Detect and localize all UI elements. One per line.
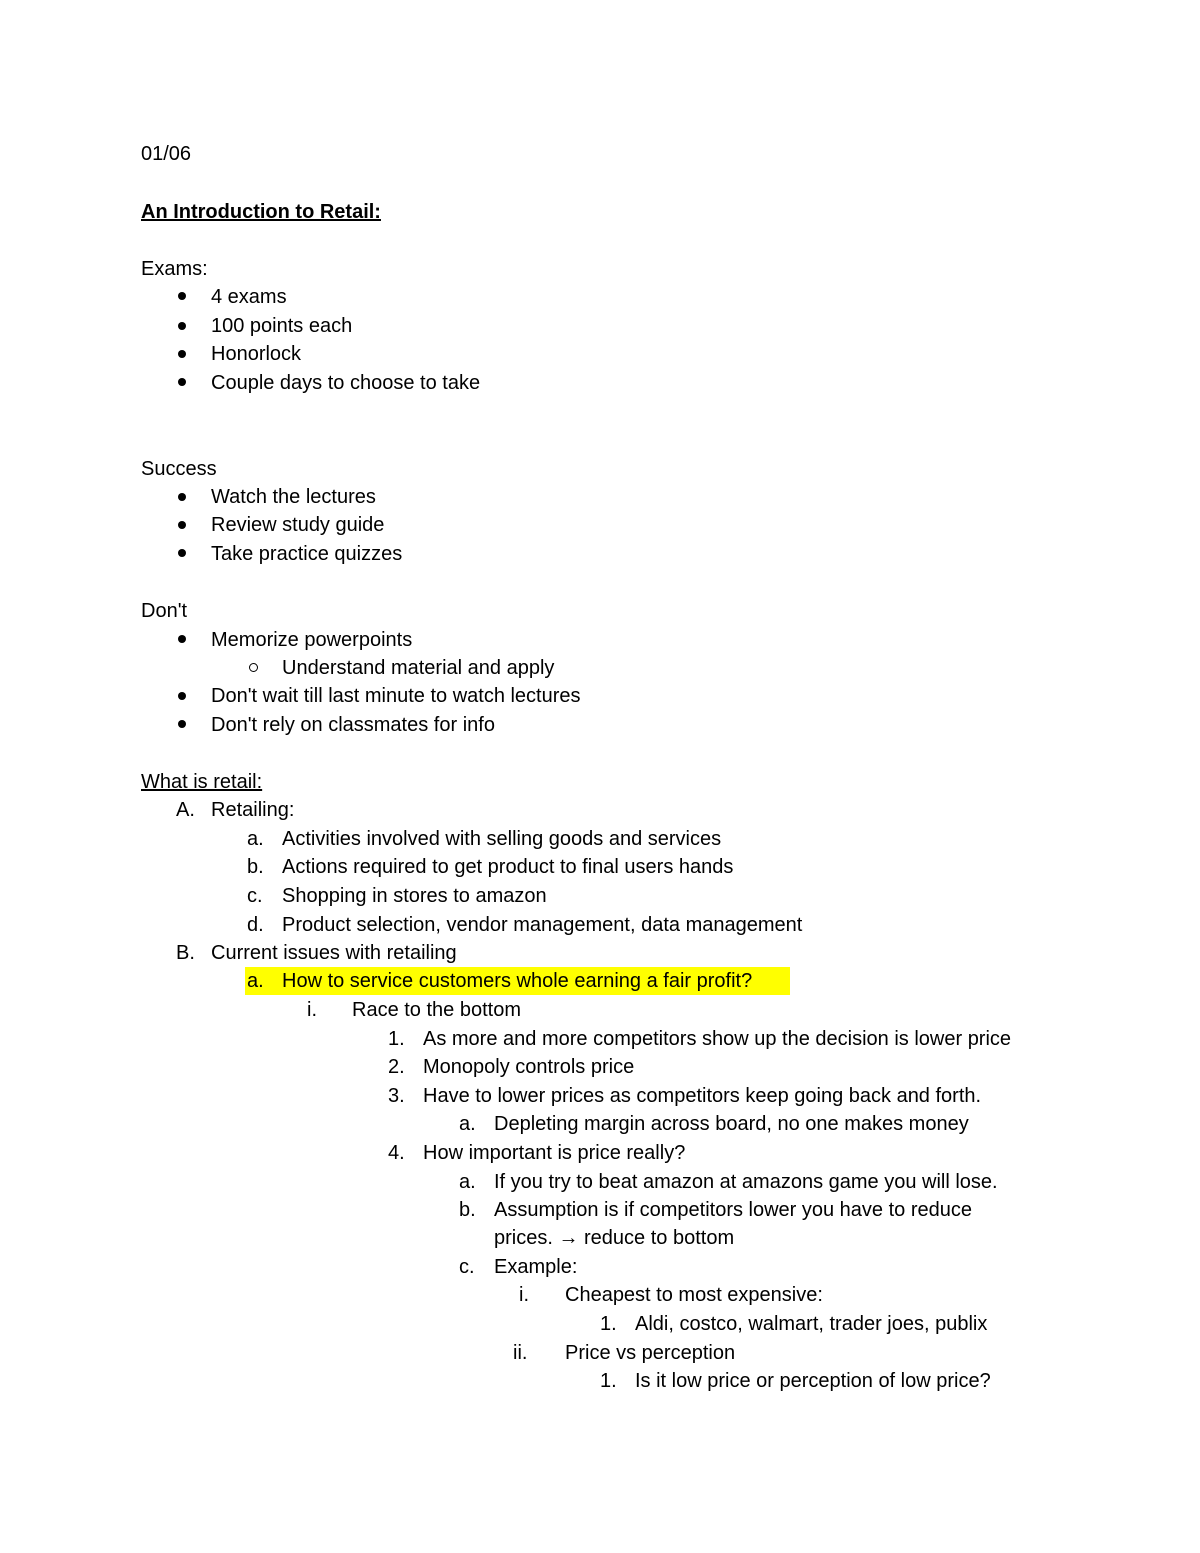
list-marker: b. xyxy=(459,1199,476,1221)
section-heading-what-is-retail: What is retail: xyxy=(141,771,263,793)
bullet-icon xyxy=(178,292,186,300)
bullet-icon xyxy=(178,493,186,501)
section-heading-exams: Exams: xyxy=(141,258,208,280)
list-item: Review study guide xyxy=(211,514,385,536)
list-item: Price vs perception xyxy=(565,1342,736,1364)
list-item: Product selection, vendor management, data management xyxy=(282,914,803,936)
list-item: Actions required to get product to final users hands xyxy=(282,856,734,878)
list-item-continuation: prices. → reduce to bottom xyxy=(494,1227,735,1249)
list-marker: i. xyxy=(307,999,317,1021)
list-item: Cheapest to most expensive: xyxy=(565,1284,823,1306)
highlighted-text: How to service customers whole earning a fair profit? xyxy=(282,970,753,992)
bullet-icon xyxy=(178,378,186,386)
list-item: If you try to beat amazon at amazons game you will lose. xyxy=(494,1171,998,1193)
section-heading-dont: Don't xyxy=(141,600,188,622)
page-title: An Introduction to Retail: xyxy=(141,201,381,223)
list-item: Memorize powerpoints xyxy=(211,629,413,651)
list-marker: c. xyxy=(459,1256,475,1278)
list-item: Activities involved with selling goods and services xyxy=(282,828,722,850)
list-marker: 4. xyxy=(388,1142,405,1164)
list-item: Take practice quizzes xyxy=(211,543,403,565)
list-marker: b. xyxy=(247,856,264,878)
list-marker: a. xyxy=(459,1171,476,1193)
list-item: Understand material and apply xyxy=(282,657,555,679)
bullet-icon xyxy=(178,720,186,728)
list-item: Retailing: xyxy=(211,799,295,821)
list-item: Have to lower prices as competitors keep going back and forth. xyxy=(423,1085,982,1107)
list-marker: 1. xyxy=(600,1313,617,1335)
list-item: Watch the lectures xyxy=(211,486,376,508)
list-item: Couple days to choose to take xyxy=(211,372,481,394)
list-marker: c. xyxy=(247,885,263,907)
list-marker: 2. xyxy=(388,1056,405,1078)
list-item: Current issues with retailing xyxy=(211,942,457,964)
list-item: As more and more competitors show up the decision is lower price xyxy=(423,1028,1012,1050)
list-marker: 1. xyxy=(600,1370,617,1392)
list-marker: ii. xyxy=(513,1342,528,1364)
bullet-icon xyxy=(178,350,186,358)
bullet-icon xyxy=(178,521,186,529)
list-marker: B. xyxy=(176,942,195,964)
bullet-icon xyxy=(178,692,186,700)
list-item: Don't wait till last minute to watch lectures xyxy=(211,685,581,707)
list-item: Depleting margin across board, no one makes money xyxy=(494,1113,969,1135)
list-marker: a. xyxy=(247,970,264,992)
bullet-icon xyxy=(178,549,186,557)
list-marker: d. xyxy=(247,914,264,936)
list-marker: a. xyxy=(247,828,264,850)
list-marker: a. xyxy=(459,1113,476,1135)
list-item: Assumption is if competitors lower you have to reduce xyxy=(494,1199,972,1221)
bullet-icon xyxy=(178,635,186,643)
list-item: Shopping in stores to amazon xyxy=(282,885,547,907)
list-item: Honorlock xyxy=(211,343,302,365)
hollow-bullet-icon xyxy=(249,663,258,672)
bullet-icon xyxy=(178,322,186,330)
highlighted-line xyxy=(245,967,790,995)
list-item: How important is price really? xyxy=(423,1142,686,1164)
list-item: Don't rely on classmates for info xyxy=(211,714,495,736)
note-date: 01/06 xyxy=(141,143,192,165)
section-heading-success: Success xyxy=(141,458,217,480)
list-item: Race to the bottom xyxy=(352,999,521,1021)
list-marker: i. xyxy=(519,1284,529,1306)
list-item: Example: xyxy=(494,1256,578,1278)
list-marker: 3. xyxy=(388,1085,405,1107)
list-item: Is it low price or perception of low price? xyxy=(635,1370,991,1392)
list-item: Monopoly controls price xyxy=(423,1056,635,1078)
list-item: 4 exams xyxy=(211,286,287,308)
list-item: 100 points each xyxy=(211,315,353,337)
list-item: Aldi, costco, walmart, trader joes, publix xyxy=(635,1313,988,1335)
list-marker: A. xyxy=(176,799,195,821)
list-marker: 1. xyxy=(388,1028,405,1050)
